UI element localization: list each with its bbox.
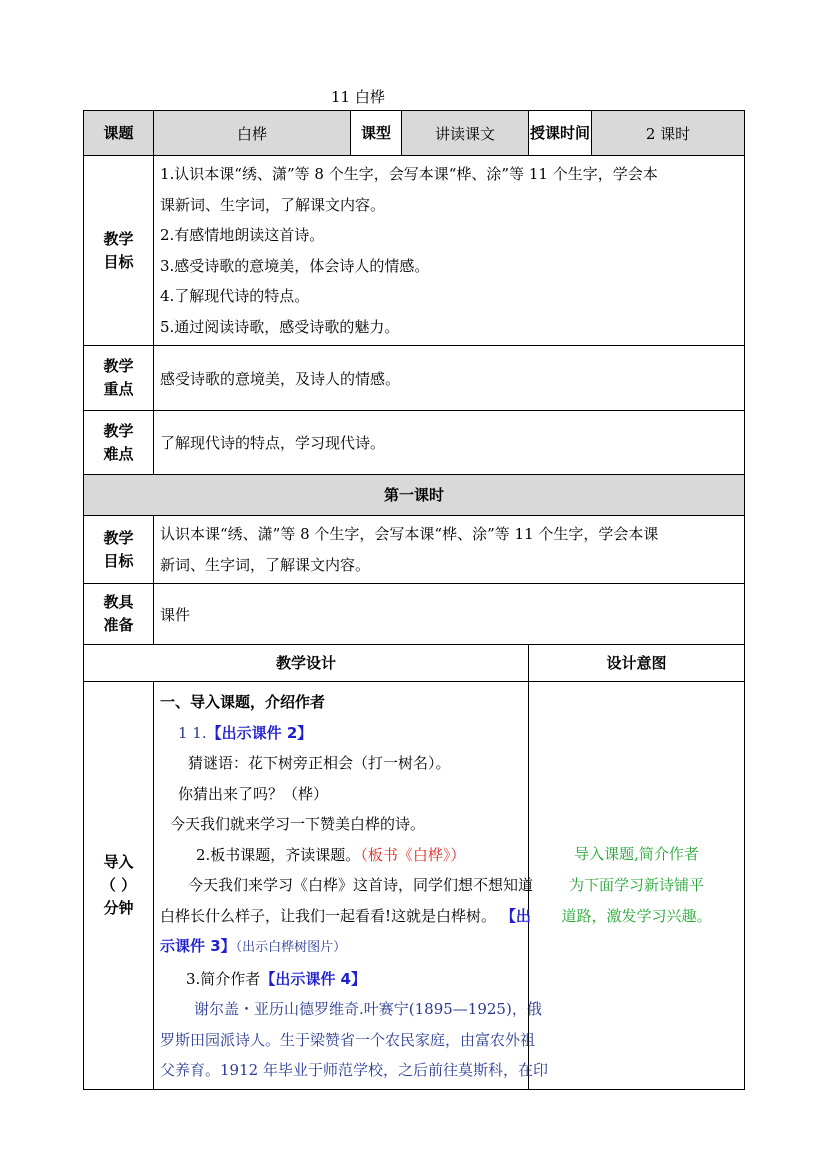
objective-line: 4.了解现代诗的特点。 bbox=[160, 287, 310, 305]
lesson1-objective-line: 新词、生字词，了解课文内容。 bbox=[160, 555, 371, 574]
bio-line: 罗斯田园派诗人。生于梁赞省一个农民家庭，由富农外祖 bbox=[160, 1030, 536, 1049]
difficulties-text: 了解现代诗的特点，学习现代诗。 bbox=[154, 411, 745, 475]
difficulties-label-text: 教学难点 bbox=[103, 421, 134, 463]
step2-text: 2.板书课题，齐读课题。 bbox=[196, 845, 361, 864]
lesson1-objectives-label-text: 教学目标 bbox=[103, 528, 134, 570]
design-intent bbox=[529, 682, 745, 1090]
intent-line: 为下面学习新诗铺平 bbox=[568, 875, 704, 894]
key-points-label-text: 教学重点 bbox=[103, 357, 134, 398]
bio-line: 谢尔盖・亚历山德罗维奇.叶赛宁(1895—1925)，俄 bbox=[194, 1000, 542, 1018]
lesson1-objectives-row bbox=[84, 516, 745, 584]
label-time: 授课时间 bbox=[529, 111, 592, 156]
today-line: 今天我们就来学习一下赞美白桦的诗。 bbox=[170, 815, 426, 833]
lesson-plan-table bbox=[83, 110, 745, 1090]
step1-tag: 【出示课件 2】 bbox=[206, 723, 313, 742]
objective-line: 3.感受诗歌的意境美，体会诗人的情感。 bbox=[160, 256, 430, 275]
difficulties-label bbox=[84, 411, 154, 475]
step3-line bbox=[160, 964, 528, 995]
step1-line bbox=[160, 718, 528, 749]
lesson1-title: 第一课时 bbox=[84, 475, 745, 516]
section-heading: 一、导入课题，介绍作者 bbox=[160, 693, 326, 711]
para2-text: 白桦长什么样子，让我们一起看看!这就是白桦树。 bbox=[160, 906, 497, 925]
guess-line: 你猜出来了吗？（桦） bbox=[178, 784, 329, 803]
step2-line bbox=[160, 840, 528, 871]
para2-tag: 【出 bbox=[500, 906, 531, 925]
objectives-label-text: 教学目标 bbox=[103, 229, 134, 271]
tools-label-text: 教具准备 bbox=[103, 593, 134, 634]
intent-line: 道路，激发学习兴趣。 bbox=[561, 906, 712, 925]
bio-line: 父养育。1912 年毕业于师范学校，之后前往莫斯科，在印 bbox=[160, 1061, 548, 1079]
design-content bbox=[154, 682, 548, 1090]
para-line bbox=[160, 931, 528, 964]
objective-line: 2.有感情地朗读这首诗。 bbox=[160, 226, 325, 244]
objectives-content bbox=[154, 156, 745, 346]
key-points-label bbox=[84, 346, 154, 411]
objectives-row bbox=[84, 156, 745, 346]
step3-text: 3.简介作者 bbox=[186, 969, 261, 988]
para-line bbox=[160, 901, 531, 932]
para3-tag: 示课件 3】 bbox=[160, 937, 236, 955]
document-title: 11 白桦 bbox=[331, 88, 385, 106]
lesson1-objectives-label bbox=[84, 516, 154, 584]
type-value: 讲读课文 bbox=[402, 111, 529, 156]
step2-board-note: （板书《白桦》） bbox=[360, 845, 466, 864]
design-content-row bbox=[84, 682, 745, 1090]
time-value: 2 课时 bbox=[592, 111, 745, 156]
tools-row bbox=[84, 584, 745, 645]
subject-value: 白桦 bbox=[154, 111, 351, 156]
section-label-1: 导入 bbox=[103, 852, 134, 871]
label-type: 课型 bbox=[351, 111, 402, 156]
section-label-3: 分钟 bbox=[103, 898, 134, 917]
difficulties-row bbox=[84, 411, 745, 475]
section-label bbox=[84, 682, 154, 1090]
para3-note: （出示白桦树图片） bbox=[235, 940, 347, 955]
step3-tag: 【出示课件 4】 bbox=[260, 969, 366, 988]
para-line: 今天我们来学习《白桦》这首诗，同学们想不想知道 bbox=[188, 876, 534, 894]
key-points-text: 感受诗歌的意境美，及诗人的情感。 bbox=[154, 346, 745, 411]
objective-line: 课新词、生字词，了解课文内容。 bbox=[160, 195, 386, 214]
objective-line: 5.通过阅读诗歌，感受诗歌的魅力。 bbox=[160, 317, 400, 336]
riddle-line: 猜谜语：花下树旁正相会（打一树名）。 bbox=[188, 754, 451, 772]
lesson1-objectives-content bbox=[154, 516, 745, 584]
tools-label bbox=[84, 584, 154, 645]
step1-number: 1 1. bbox=[178, 723, 207, 742]
tools-text: 课件 bbox=[154, 584, 745, 645]
intent-line: 导入课题,简介作者 bbox=[574, 844, 699, 863]
objectives-label bbox=[84, 156, 154, 346]
section-label-2: （ ） bbox=[100, 875, 137, 894]
label-subject: 课题 bbox=[84, 111, 154, 156]
design-header: 教学设计 bbox=[84, 645, 529, 682]
objective-line: 1.认识本课“绣、潇”等 8 个生字，会写本课“桦、涂”等 11 个生字，学会本 bbox=[160, 165, 658, 183]
design-header-row bbox=[84, 645, 745, 682]
intent-header: 设计意图 bbox=[529, 645, 745, 682]
key-points-row bbox=[84, 346, 745, 411]
header-row bbox=[84, 111, 745, 156]
lesson1-objective-line: 认识本课“绣、潇”等 8 个生字，会写本课“桦、涂”等 11 个生字，学会本课 bbox=[160, 525, 659, 543]
lesson1-title-row bbox=[84, 475, 745, 516]
